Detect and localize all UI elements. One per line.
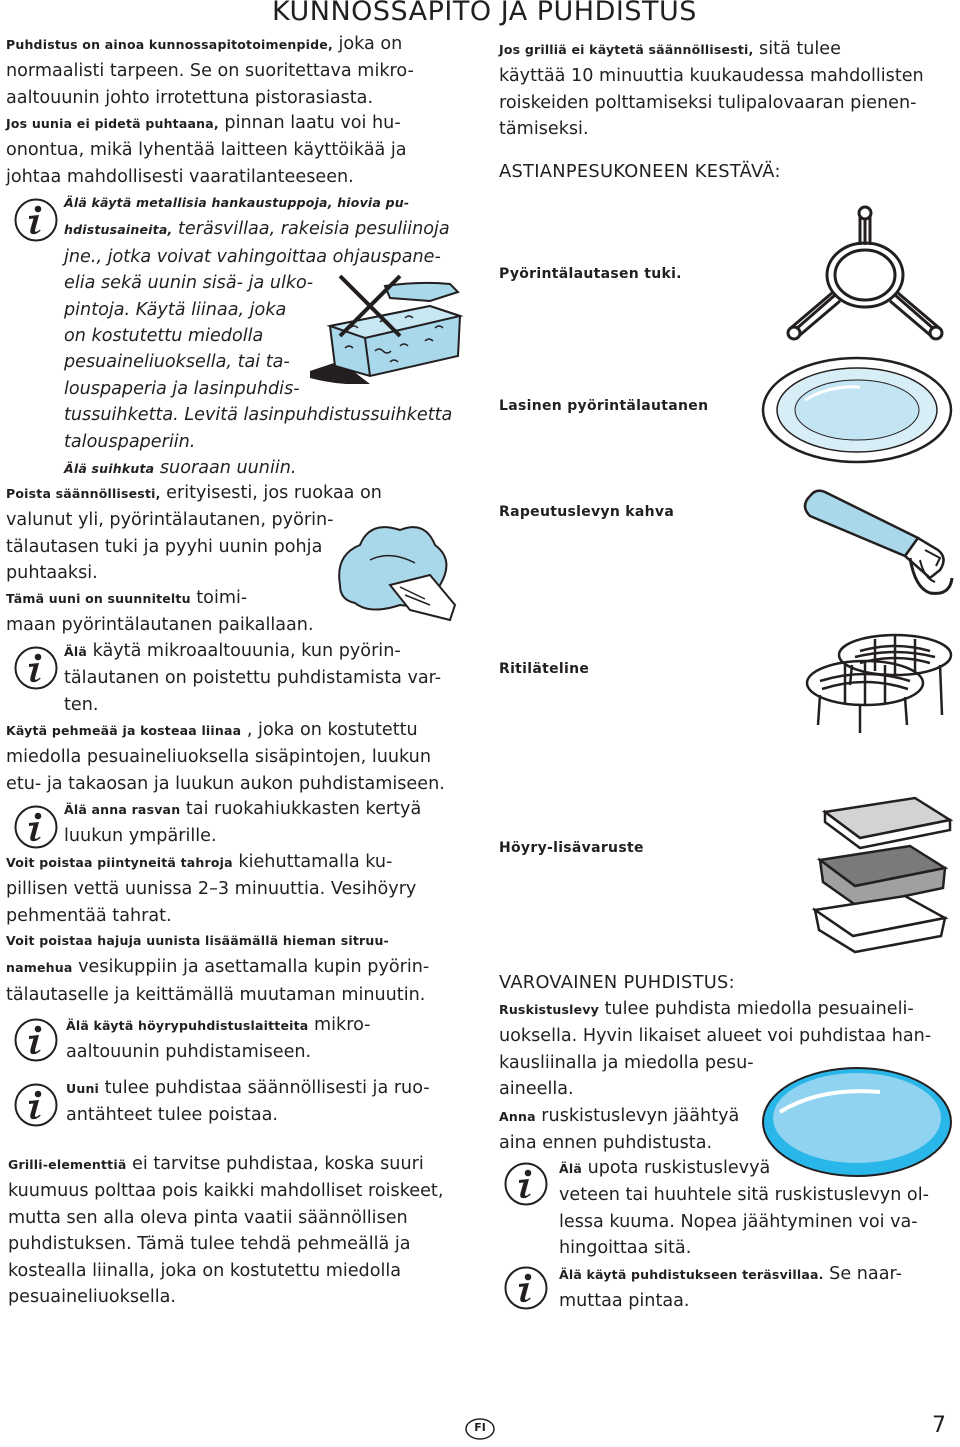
paragraph-grill-element: Grilli-elementtiä ei tarvitse puhdistaa, koska suuri kuumuus polttaa pois kaikki mahdolliset roiskeet, mutta sen alla oleva pinta vaatii säännöllisen puhdistuksen. Tämä tulee tehdä pehmeällä ja kostealla liinalla, joka on kostutettu miedolla pesuaineliuoksella. [8,1154,444,1308]
warning-grease: Älä anna rasvan tai ruokahiukkasten kertyä luukun ympärille. [64,799,422,847]
turntable-support-icon [780,205,950,345]
accessory-label: Ritiläteline [499,661,590,677]
warning-steam-cleaner: Älä käytä höyrypuhdistuslaitteita mikro- aaltouunin puhdistamiseen. [66,1015,371,1063]
page-title: KUNNOSSAPITO JA PUHDISTUS [272,0,697,27]
accessory-label: Pyörintälautasen tuki. [499,266,682,282]
dishwasher-heading: ASTIANPESUKONEEN KESTÄVÄ: [499,161,781,182]
accessory-label: Rapeutuslevyn kahva [499,504,675,520]
paragraph-crisp-plate: Ruskistuslevy tulee puhdista miedolla pesuaineli- uoksella. Hyvin likaiset alueet voi puhdistaa han- kausliinalla ja miedolla pesu- aineella. Anna ruskistuslevyn jäähtyä aina ennen puhdistusta. [499,999,932,1154]
info-icon [504,1162,548,1206]
glass-turntable-icon [760,355,955,465]
warning-oven-clean: Uuni tulee puhdistaa säännöllisesti ja ruo- antähteet tulee poistaa. [66,1078,430,1126]
crisp-plate-handle-icon [790,478,955,608]
info-icon [14,646,58,690]
careful-heading: VAROVAINEN PUHDISTUS: [499,972,735,993]
info-icon [14,1083,58,1127]
paragraph-stains: Voit poistaa piintyneitä tahroja kiehuttamalla ku- pillisen vettä uunissa 2–3 minuuttia. Vesihöyry pehmentää tahrat. [6,852,417,926]
paragraph-soft-cloth: Käytä pehmeää ja kosteaa liinaa , joka on kostutettu miedolla pesuaineliuoksella sisäpintojen, luukun etu- ja takaosan ja luukun aukon puhdistamiseen. [6,720,445,794]
info-icon [14,805,58,849]
paragraph-cleaning: Puhdistus on ainoa kunnossapitotoimenpide, joka on normaalisti tarpeen. Se on suoritettava mikro- aaltouunin johto irrotettuna pistorasiasta. [6,34,414,108]
paragraph-turntable-in-place: Tämä uuni on suunniteltu toimi- maan pyörintälautanen paikallaan. [6,588,314,636]
paragraph-remove-regularly: Poista säännöllisesti, erityisesti, jos ruokaa on valunut yli, pyörintälautanen, pyörin- tälautasen tuki ja pyyhi uunin pohja puhtaaksi. [6,483,382,584]
accessory-label: Höyry-lisävaruste [499,840,644,856]
sponge-crossed-icon [300,266,470,384]
warning-no-turntable: Älä käytä mikroaaltouunia, kun pyörin- tälautanen on poistettu puhdistamista var- ten. [64,641,442,715]
paragraph-keep-clean: Jos uunia ei pidetä puhtaana, pinnan laatu voi hu- onontua, mikä lyhentää laitteen käyttöikää ja johtaa mahdollisesti vaaratilanteeseen. [6,113,407,187]
lead-text: Puhdistus on ainoa kunnossapitotoimenpide, [6,37,333,52]
paragraph-grill-use: Jos grilliä ei käytetä säännöllisesti, sitä tulee käyttää 10 minuuttia kuukaudessa mahdollisten roiskeiden polttamiseksi tulipalovaaran pienen- tämiseksi. [499,39,924,140]
wire-rack-icon [800,625,955,735]
info-icon [14,1018,58,1062]
warning-abrasives: Älä käytä metallisia hankaustuppoja, hiovia pu- hdistusaineita, teräsvillaa, rakeisia pesuliinoja jne., jotka voivat vahingoittaa ohjauspane- elia sekä uunin sisä- ja ulko- pintoja. Käytä liinaa, joka on kostutettu miedolla pesuaineliuoksella, tai ta- louspaperia ja lasinpuhdis- tussuihketta. Levitä lasinpuhdistussuihketta talouspaperiin. Älä suihkuta suoraan uuniin. [64,195,453,479]
accessory-label: Lasinen pyörintälautanen [499,398,709,414]
page-number: 7 [932,1413,946,1438]
info-icon [14,198,58,242]
language-code: FI [474,1421,486,1434]
warning-no-immerse: Älä upota ruskistuslevyä veteen tai huuhtele sitä ruskistuslevyn ol- lessa kuuma. Nopea jäähtyminen voi va- hingoittaa sitä. [559,1158,929,1259]
warning-no-steel-wool: Älä käytä puhdistukseen teräsvillaa. Se naar- muttaa pintaa. [559,1264,902,1312]
info-icon [504,1266,548,1310]
steamer-icon [805,790,955,955]
language-badge [465,1417,495,1441]
paragraph-odours: Voit poistaa hajuja uunista lisäämällä hieman sitruu- namehua vesikuppiin ja asettamalla kupin pyörin- tälautaselle ja keittämällä muutaman minuutin. [6,933,430,1005]
